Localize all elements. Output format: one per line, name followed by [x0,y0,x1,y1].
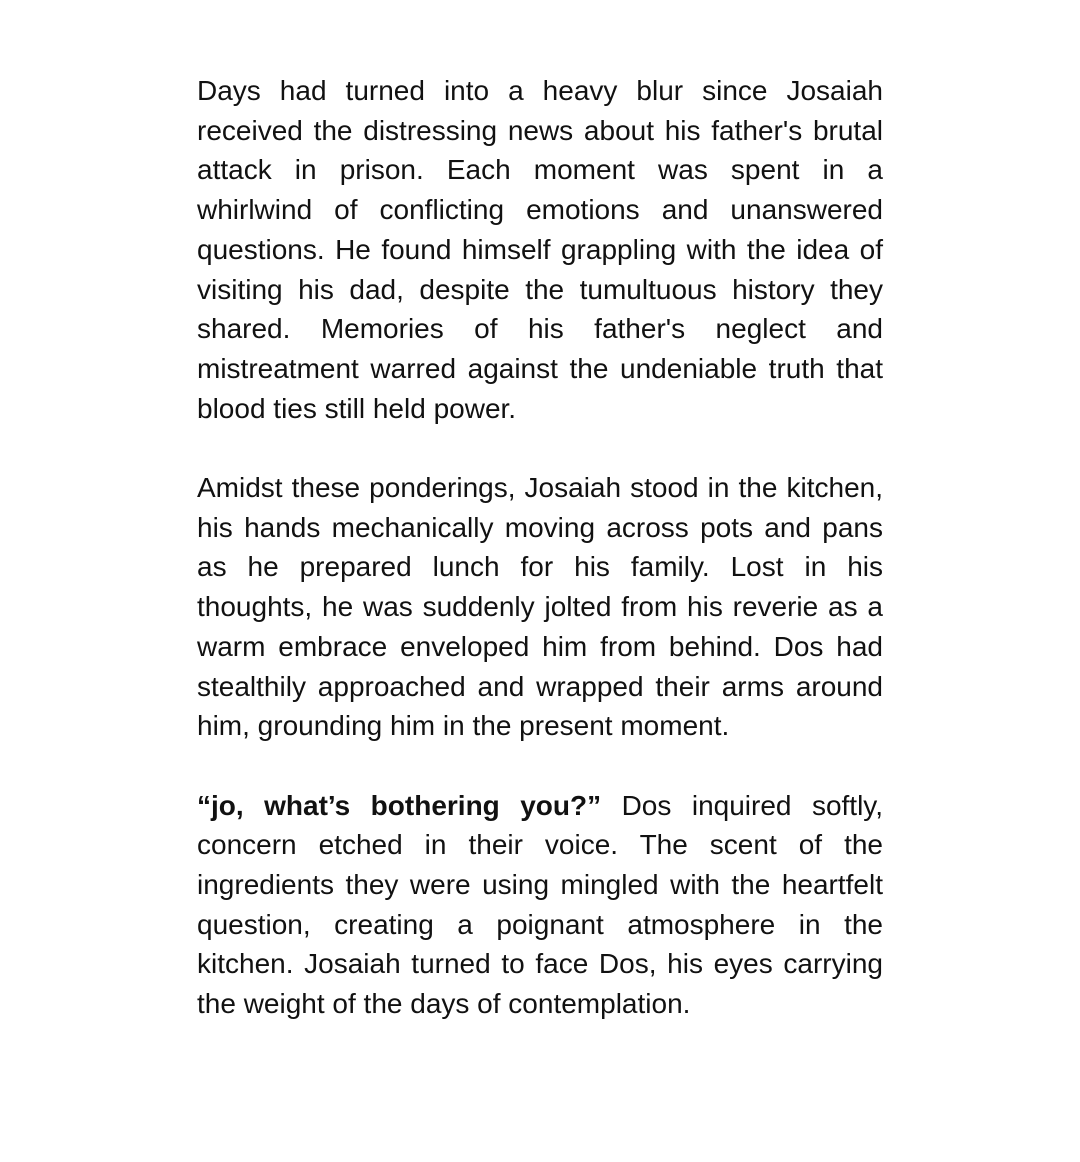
dialogue-narration: Dos inquired softly, concern etched in their voice. The scent of the ingredients they were using mingled with the heartfelt question, creating a poignant atmosphere in the kitchen. Josaiah turned to face Dos, his eyes carrying the weight of the days of contemplation. [197,789,883,1020]
dialogue-quote: “jo, what’s bothering you?” [197,789,602,821]
story-paragraph: Amidst these ponderings, Josaiah stood in the kitchen, his hands mechanically moving across pots and pans as he prepared lunch for his family. Lost in his thoughts, he was suddenly jolted from his reverie as a warm embrace enveloped him from behind. Dos had stealthily approached and wrapped their arms around him, grounding him in the present moment. [197,472,883,742]
story-paragraph: Days had turned into a heavy blur since Josaiah received the distressing news about his father's brutal attack in prison. Each moment was spent in a whirlwind of conflicting emotions and unanswered questions. He found himself grappling with the idea of visiting his dad, despite the tumultuous history they shared. Memories of his father's neglect and mistreatment warred against the undeniable truth that blood ties still held power. [197,75,883,424]
story-text [197,71,883,1024]
story-paragraph-dialogue [197,786,883,1024]
